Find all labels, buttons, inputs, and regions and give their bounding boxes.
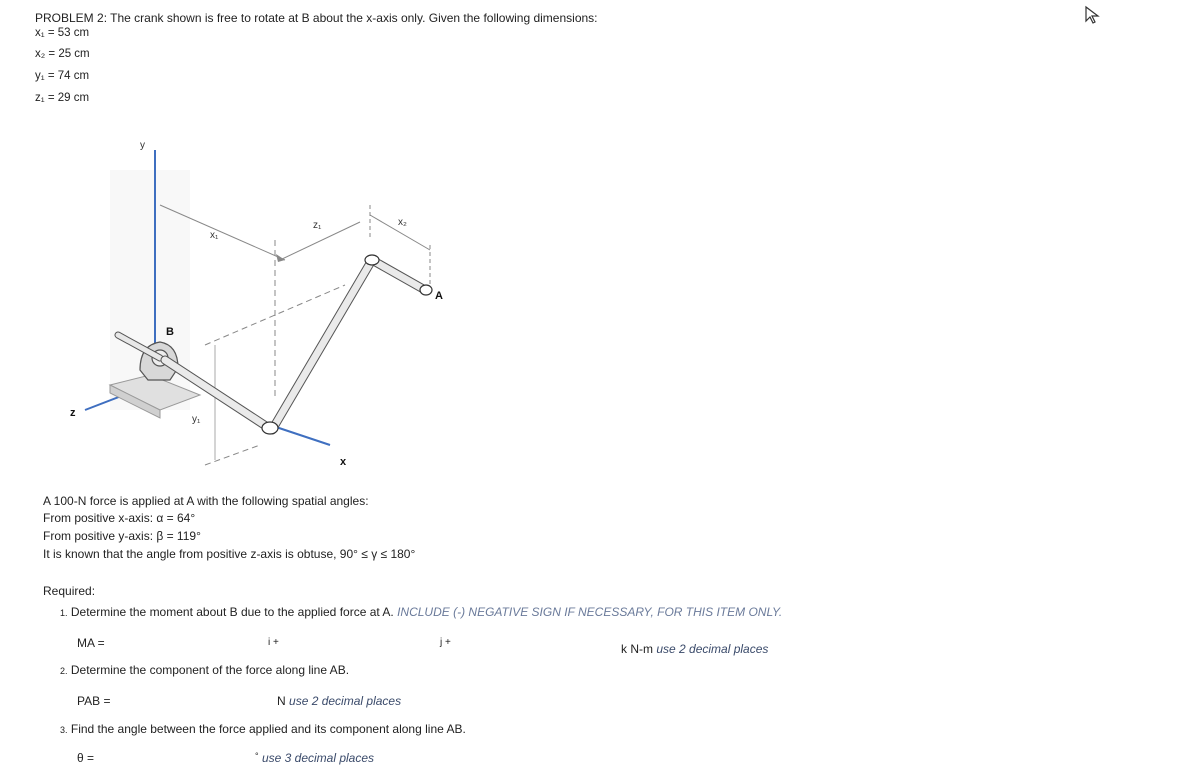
- required-heading: Required:: [43, 584, 96, 598]
- point-a-marker: [420, 285, 432, 295]
- pab-label: PAB =: [77, 694, 111, 708]
- label-x1: x₁: [210, 230, 219, 241]
- label-b: B: [166, 326, 174, 338]
- force-beta: From positive y-axis: β = 119°: [43, 529, 201, 543]
- theta-unit-hint: ° use 3 decimal places: [255, 751, 375, 765]
- label-y-axis: y: [140, 140, 145, 151]
- force-intro: A 100-N force is applied at A with the following spatial angles:: [43, 494, 369, 508]
- ma-i-input[interactable]: [110, 633, 264, 654]
- theta-label: θ =: [77, 751, 95, 765]
- ma-label: MA =: [77, 636, 105, 650]
- ma-unit-hint: k N-m use 2 decimal places: [621, 642, 769, 656]
- force-alpha: From positive x-axis: α = 64°: [43, 511, 196, 525]
- theta-input[interactable]: [100, 748, 254, 769]
- dim-y1: y₁ = 74 cm: [35, 70, 90, 82]
- q3-text: 3. Find the angle between the force applied and its component along line AB.: [60, 722, 466, 736]
- ma-k-input[interactable]: [460, 633, 614, 654]
- dim-x1: x₁ = 53 cm: [35, 27, 90, 39]
- q1-text: 1. Determine the moment about B due to the applied force at A. INCLUDE (-) NEGATIVE SIGN IF NECESSARY, FOR THIS ITEM ONLY.: [60, 605, 783, 619]
- label-z-axis: z: [70, 407, 76, 419]
- pab-input[interactable]: [120, 691, 274, 712]
- label-a: A: [435, 290, 443, 302]
- dim-z1: z₁ = 29 cm: [35, 92, 90, 104]
- q2-text: 2. Determine the component of the force along line AB.: [60, 663, 350, 677]
- pab-unit-hint: N use 2 decimal places: [277, 694, 402, 708]
- ma-j-input[interactable]: [285, 633, 439, 654]
- force-gamma: It is known that the angle from positive z-axis is obtuse, 90° ≤ γ ≤ 180°: [43, 547, 416, 561]
- label-z1: z₁: [313, 220, 322, 231]
- problem-title: PROBLEM 2: The crank shown is free to rotate at B about the x-axis only. Given the following dimensions:: [35, 11, 598, 25]
- dim-x2: x₂ = 25 cm: [35, 48, 90, 60]
- x-axis-line: [270, 425, 330, 445]
- label-x2: x₂: [398, 217, 407, 228]
- ma-i-unit: i +: [268, 637, 279, 648]
- label-y1: y₁: [192, 414, 201, 425]
- label-x-axis: x: [340, 456, 347, 468]
- ma-j-unit: j +: [440, 637, 451, 648]
